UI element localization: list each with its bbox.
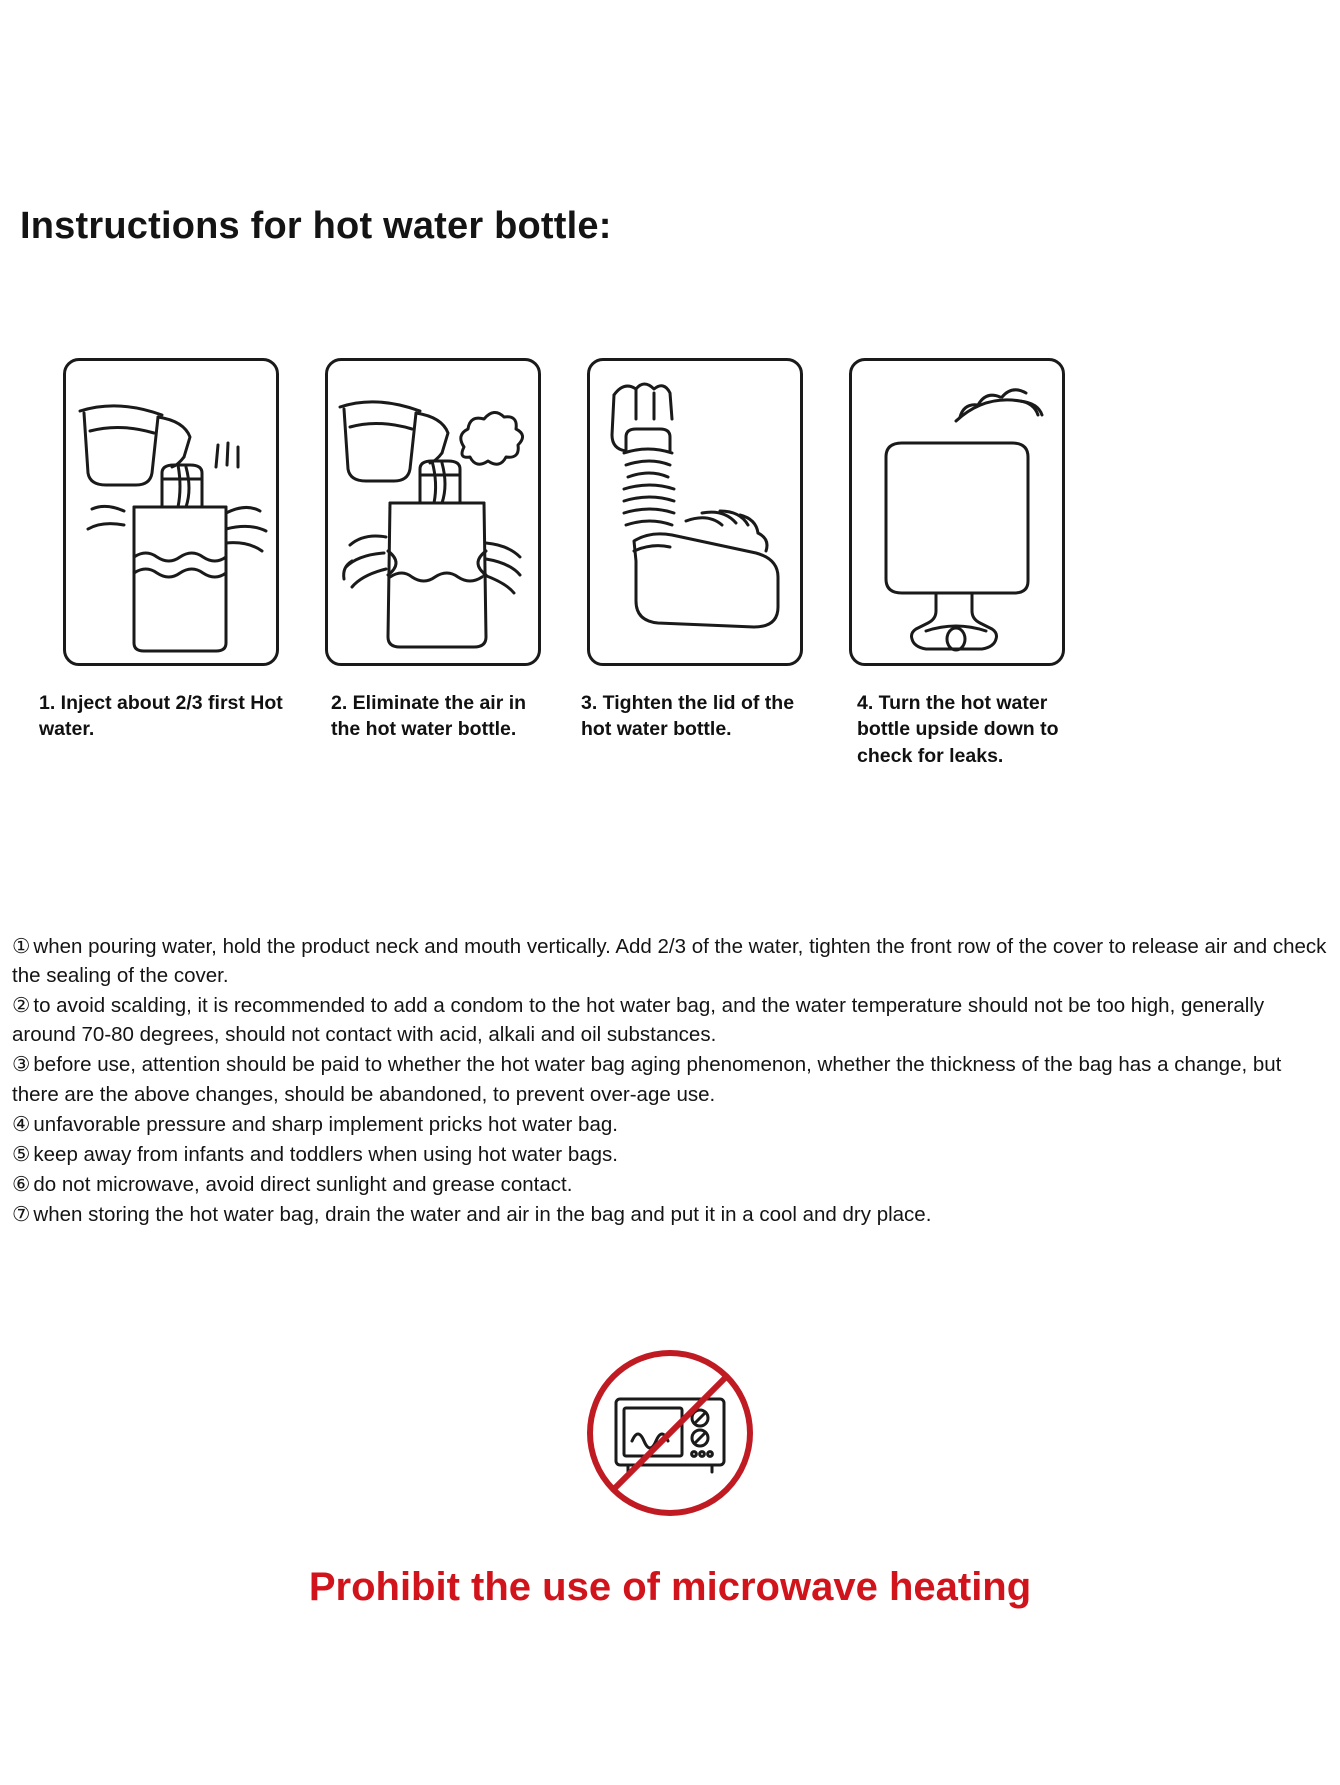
step-2-panel (325, 358, 541, 666)
note-text: to avoid scalding, it is recommended to add a condom to the hot water bag, and the water temperature should not be too high, generally around 70-80 degrees, should not contact with acid, alkali and oil substances. (12, 994, 1265, 1047)
note-item (12, 1140, 1328, 1169)
step-1 (39, 358, 283, 769)
step-1-caption: 1. Inject about 2/3 first Hot water. (39, 692, 283, 741)
page-title: Instructions for hot water bottle: (20, 205, 612, 247)
note-text: before use, attention should be paid to whether the hot water bag aging phenomenon, whether the thickness of the bag has a change, but there are the above changes, should be abandoned, to prevent over-age use. (12, 1053, 1282, 1106)
tighten-lid-icon (590, 361, 800, 663)
squeeze-air-out-icon (328, 361, 538, 663)
step-2 (325, 358, 543, 769)
note-item (12, 1200, 1328, 1229)
step-4-panel (849, 358, 1065, 666)
no-microwave-block (0, 1345, 1340, 1526)
step-2-caption: 2. Eliminate the air in the hot water bottle. (331, 692, 527, 741)
note-text: do not microwave, avoid direct sunlight and grease contact. (33, 1172, 573, 1196)
step-4-caption: 4. Turn the hot water bottle upside down to check for leaks. (857, 692, 1059, 767)
note-text: when storing the hot water bag, drain the water and air in the bag and put it in a cool and dry place. (33, 1202, 932, 1226)
pour-water-into-bottle-icon (66, 361, 276, 663)
note-number: ③ (12, 1053, 31, 1077)
prohibit-microwave-text: Prohibit the use of microwave heating (308, 1565, 1032, 1609)
note-item (12, 1110, 1328, 1139)
step-1-panel (63, 358, 279, 666)
notes-list (12, 932, 1328, 1230)
note-text: unfavorable pressure and sharp implement pricks hot water bag. (33, 1112, 618, 1136)
note-number: ⑥ (12, 1172, 31, 1196)
note-number: ⑦ (12, 1202, 31, 1226)
note-text: when pouring water, hold the product neck and mouth vertically. Add 2/3 of the water, tighten the front row of the cover to release air and check the sealing of the cover. (12, 935, 1327, 988)
steps-row (39, 358, 1273, 769)
invert-bottle-leak-check-icon (852, 361, 1062, 663)
note-item (12, 1170, 1328, 1199)
step-4 (849, 358, 1067, 769)
note-text: keep away from infants and toddlers when using hot water bags. (33, 1142, 618, 1166)
note-number: ⑤ (12, 1142, 31, 1166)
note-number: ② (12, 994, 31, 1018)
step-3 (581, 358, 805, 769)
note-item (12, 1050, 1328, 1108)
step-3-caption: 3. Tighten the lid of the hot water bottle. (581, 692, 795, 741)
note-item (12, 932, 1328, 990)
note-item (12, 991, 1328, 1049)
note-number: ① (12, 935, 31, 958)
note-number: ④ (12, 1112, 31, 1136)
no-microwave-icon (582, 1345, 758, 1526)
step-3-panel (587, 358, 803, 666)
